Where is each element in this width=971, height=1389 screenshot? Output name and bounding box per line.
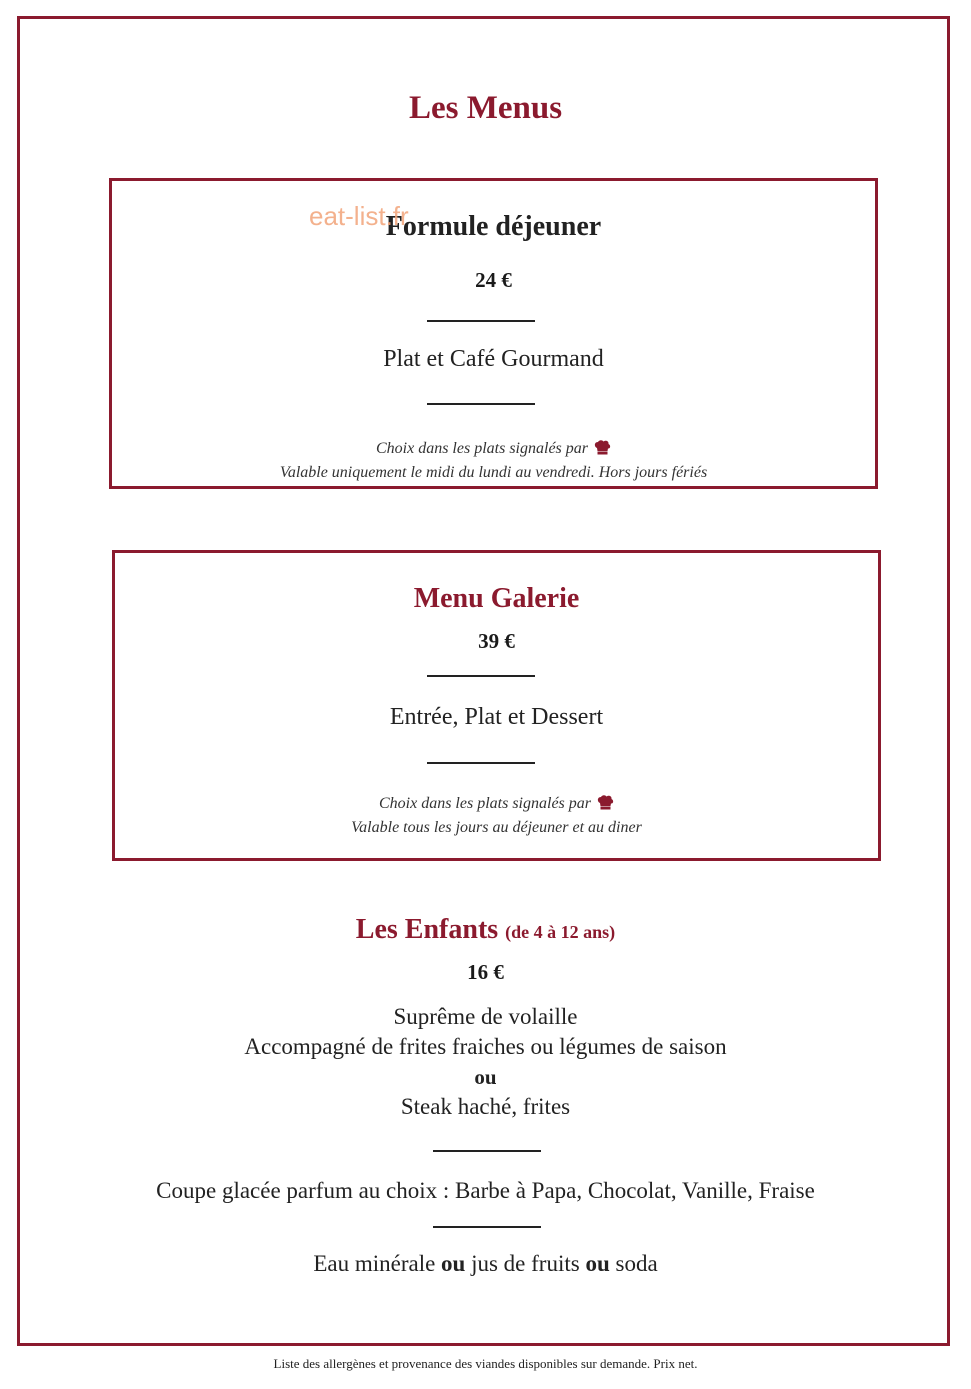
- kids-drink: [0, 1251, 971, 1277]
- page-title: Les Menus: [408, 90, 563, 126]
- menu-note: [112, 438, 875, 484]
- kids-or: ou: [474, 1065, 497, 1089]
- menu-title: Menu Galerie: [413, 583, 580, 614]
- chef-hat-icon: [594, 440, 611, 462]
- drink-water: Eau minérale: [313, 1251, 436, 1276]
- divider: [433, 1226, 541, 1228]
- drink-or: ou: [441, 1251, 466, 1276]
- kids-dessert: Coupe glacée parfum au choix : Barbe à Papa, Chocolat, Vanille, Fraise: [156, 1178, 815, 1203]
- kids-price: 16 €: [467, 960, 504, 984]
- watermark: eat-list.fr: [309, 201, 409, 231]
- menu-title: Formule déjeuner: [385, 211, 602, 242]
- kids-title: Les Enfants: [355, 914, 499, 945]
- drink-juice: jus de fruits: [471, 1251, 580, 1276]
- note-line-2: Valable uniquement le midi du lundi au vendredi. Hors jours fériés: [279, 464, 708, 481]
- kids-option-1-side: Accompagné de frites fraiches ou légumes de saison: [244, 1034, 727, 1059]
- menu-price: 24 €: [475, 268, 512, 292]
- divider: [427, 403, 535, 405]
- menu-price: 39 €: [478, 629, 515, 653]
- menu-card-menu-galerie: [112, 550, 881, 861]
- chef-hat-icon: [597, 795, 614, 817]
- note-line-2: Valable tous les jours au déjeuner et au diner: [351, 819, 642, 836]
- drink-or: ou: [585, 1251, 610, 1276]
- menu-card-formule-dejeuner: [109, 178, 878, 489]
- drink-soda: soda: [615, 1251, 658, 1276]
- divider: [427, 675, 535, 677]
- kids-age-range: (de 4 à 12 ans): [505, 922, 616, 942]
- note-line-1: Choix dans les plats signalés par: [375, 440, 588, 457]
- kids-menu-title: [0, 914, 971, 946]
- kids-option-2: Steak haché, frites: [400, 1094, 571, 1119]
- menu-content: Entrée, Plat et Dessert: [389, 704, 604, 730]
- divider: [427, 762, 535, 764]
- divider: [433, 1150, 541, 1152]
- note-line-1: Choix dans les plats signalés par: [378, 795, 591, 812]
- menu-content: Plat et Café Gourmand: [383, 346, 604, 372]
- menu-note: [115, 793, 878, 839]
- footer-note: Liste des allergènes et provenance des viandes disponibles sur demande. Prix net.: [273, 1356, 698, 1371]
- divider: [427, 320, 535, 322]
- kids-option-1: Suprême de volaille: [393, 1004, 578, 1029]
